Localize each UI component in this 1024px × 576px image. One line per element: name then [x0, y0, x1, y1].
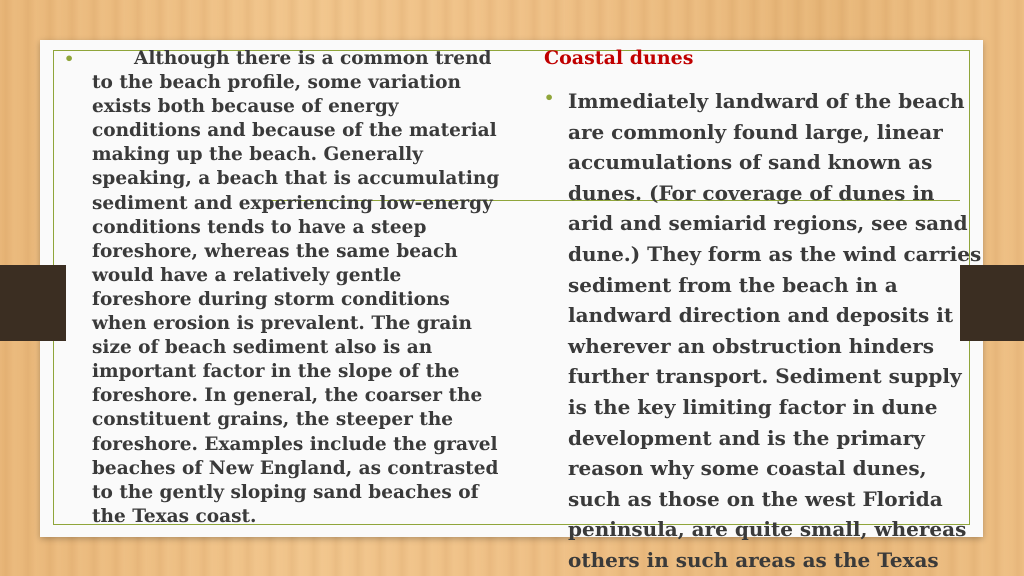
list-item — [544, 86, 984, 576]
right-text-column — [544, 45, 984, 576]
left-paragraph: Although there is a common trend to the beach profile, some variation exists both because of energy conditions and because of the material making up the beach. Generally speaking, a beach that is accumulating sediment and experiencing low-energy conditions tends to have a steep foreshore, whereas the same beach would have a relatively gentle foreshore during storm conditions when erosion is prevalent. The grain size of beach sediment also is an important factor in the slope of the foreshore. In general, the coarser the constituent grains, the steeper the foreshore. Examples include the gravel beaches of New England, as contrasted to the gently sloping sand beaches of the Texas coast. — [92, 48, 500, 527]
section-heading: Coastal dunes — [544, 47, 694, 69]
bullet-icon: • — [64, 49, 75, 68]
left-text-column — [60, 47, 500, 529]
left-tab-decoration — [0, 265, 66, 341]
right-paragraph: Immediately landward of the beach are commonly found large, linear accumulations of sand known as dunes. (For coverage of dunes in arid and semiarid regions, see sand dune.) They form as the wind carries sediment from the beach in a landward direction and deposits it wherever an obstruction hinders further transport. Sediment supply is the key limiting factor in dune development and is the primary reason why some coastal dunes, such as those on the west Florida peninsula, are quite small, whereas others in such areas as the Texas — [568, 89, 982, 572]
bullet-icon: • — [544, 88, 555, 107]
